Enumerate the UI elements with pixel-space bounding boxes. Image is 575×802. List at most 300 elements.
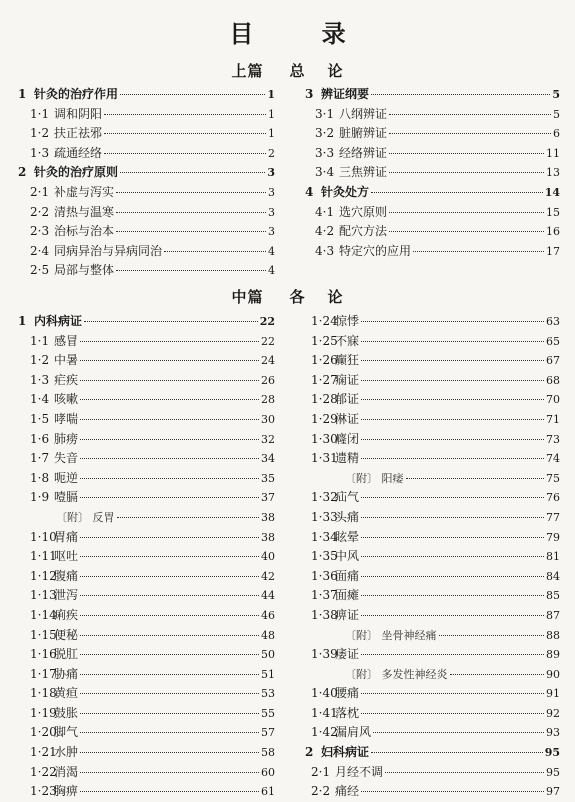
entry-title: 黄疸 xyxy=(54,686,79,701)
page-number: 46 xyxy=(261,608,275,622)
entry-number: 1·1 xyxy=(30,106,50,121)
entry-title: 针灸处方 xyxy=(321,184,370,199)
toc-section-entry xyxy=(305,203,560,223)
toc-section-entry xyxy=(305,312,560,332)
toc-section-entry xyxy=(18,626,275,646)
dot-leader xyxy=(164,251,266,252)
toc-chapter-entry xyxy=(305,743,560,763)
toc-section-entry xyxy=(305,723,560,743)
entry-number: 1·38 xyxy=(311,607,338,622)
toc-section-entry xyxy=(18,222,275,242)
entry-number: 1·40 xyxy=(311,686,338,701)
toc-section-entry xyxy=(305,105,560,125)
toc-section-entry xyxy=(18,390,275,410)
dot-leader xyxy=(371,752,543,753)
toc-section-entry xyxy=(305,449,560,469)
page-number: 44 xyxy=(261,589,275,603)
toc-column-upper-right xyxy=(305,85,560,261)
page-number: 79 xyxy=(546,530,560,544)
entry-number: 1 xyxy=(18,87,27,101)
entry-number: 1·7 xyxy=(30,451,50,466)
entry-title: 脏腑辨证 xyxy=(339,126,388,141)
page-number: 63 xyxy=(546,315,560,328)
entry-number: 2·3 xyxy=(30,224,50,239)
page-number: 92 xyxy=(546,706,560,720)
dot-leader xyxy=(361,439,544,440)
page-number: 61 xyxy=(261,785,275,799)
entry-number: 1·34 xyxy=(311,529,338,544)
entry-title: 〔附〕 阳痿 xyxy=(345,471,404,485)
entry-number: 1·3 xyxy=(30,145,50,160)
entry-title: 腹痛 xyxy=(54,568,79,583)
page-number: 71 xyxy=(546,412,560,426)
entry-title: 八纲辨证 xyxy=(339,106,388,121)
entry-number: 3·3 xyxy=(315,145,335,160)
entry-title: 癫狂 xyxy=(335,353,360,368)
page-number: 85 xyxy=(546,589,560,603)
page-number: 84 xyxy=(546,569,560,583)
toc-appendix-entry xyxy=(305,469,560,489)
page-number: 32 xyxy=(261,432,275,446)
dot-leader xyxy=(361,537,544,538)
page-number: 68 xyxy=(546,373,560,387)
page-number: 22 xyxy=(259,315,275,328)
dot-leader xyxy=(104,114,266,115)
toc-section-entry xyxy=(18,645,275,665)
dot-leader xyxy=(80,360,259,361)
page-number: 51 xyxy=(261,667,275,681)
page-number: 58 xyxy=(261,746,275,760)
page-number: 1 xyxy=(268,127,275,141)
dot-leader xyxy=(80,458,259,459)
dot-leader xyxy=(104,133,266,134)
entry-title: 针灸的治疗原则 xyxy=(34,165,119,180)
page-number: 55 xyxy=(261,706,275,720)
page-number: 60 xyxy=(261,765,275,779)
toc-column-upper-left xyxy=(18,85,275,281)
toc-section-entry xyxy=(18,261,275,281)
part-title-word: 各 xyxy=(289,288,306,306)
page-number: 15 xyxy=(546,205,560,219)
dot-leader xyxy=(80,419,259,420)
entry-title: 漏肩风 xyxy=(335,725,372,740)
entry-number: 1·24 xyxy=(311,314,338,328)
toc-appendix-entry xyxy=(305,665,560,685)
entry-number: 1·16 xyxy=(30,647,57,662)
entry-title: 调和阴阳 xyxy=(54,106,103,121)
dot-leader xyxy=(80,399,259,400)
entry-title: 惊悸 xyxy=(335,314,360,328)
entry-title: 三焦辨证 xyxy=(339,165,388,180)
entry-title: 辨证纲要 xyxy=(321,87,370,101)
dot-leader xyxy=(389,231,544,232)
toc-section-entry xyxy=(18,665,275,685)
entry-title: 肺痨 xyxy=(54,431,79,446)
entry-number: 1·19 xyxy=(30,705,57,720)
entry-title: 中风 xyxy=(335,549,360,564)
toc-section-entry xyxy=(305,222,560,242)
page-number: 89 xyxy=(546,648,560,662)
dot-leader xyxy=(80,341,259,342)
entry-number: 1·39 xyxy=(311,647,338,662)
toc-section-entry xyxy=(18,763,275,783)
entry-number: 4·1 xyxy=(315,204,335,219)
toc-section-entry xyxy=(18,782,275,802)
entry-title: 头痛 xyxy=(335,509,360,524)
entry-title: 水肿 xyxy=(54,745,79,760)
dot-leader xyxy=(80,635,259,636)
entry-number: 1·36 xyxy=(311,568,338,583)
entry-number: 1 xyxy=(18,314,27,328)
dot-leader xyxy=(80,674,259,675)
page-number: 3 xyxy=(268,205,275,219)
page-number: 57 xyxy=(261,726,275,740)
entry-number: 1·28 xyxy=(311,392,338,407)
entry-title: 遗精 xyxy=(335,451,360,466)
toc-section-entry xyxy=(18,586,275,606)
entry-title: 胁痛 xyxy=(54,666,79,681)
entry-title: 疝气 xyxy=(335,490,360,505)
entry-title: 疏通经络 xyxy=(54,145,103,160)
page-number: 77 xyxy=(546,510,560,524)
entry-number: 2 xyxy=(305,745,314,760)
page-number: 3 xyxy=(268,225,275,239)
page-number: 67 xyxy=(546,354,560,368)
toc-section-entry xyxy=(18,528,275,548)
part-title-word: 上篇 xyxy=(231,62,264,80)
page-number: 40 xyxy=(261,550,275,564)
entry-number: 1·21 xyxy=(30,745,57,760)
toc-column-middle-left xyxy=(18,312,275,802)
page-number: 95 xyxy=(546,765,560,779)
dot-leader xyxy=(80,693,259,694)
entry-number: 1·31 xyxy=(311,451,338,466)
entry-title: 哮喘 xyxy=(54,411,79,426)
page-number: 53 xyxy=(261,687,275,701)
dot-leader xyxy=(117,517,260,518)
entry-number: 1·1 xyxy=(30,333,50,348)
toc-section-entry xyxy=(305,430,560,450)
dot-leader xyxy=(104,153,266,154)
toc-section-entry xyxy=(305,124,560,144)
page-number: 30 xyxy=(261,412,275,426)
page-number: 34 xyxy=(261,452,275,466)
dot-leader xyxy=(361,399,544,400)
dot-leader xyxy=(439,635,545,636)
toc-chapter-entry xyxy=(18,85,275,105)
entry-title: 面瘫 xyxy=(335,588,360,603)
entry-title: 治标与治本 xyxy=(54,224,115,239)
page-number: 16 xyxy=(546,225,560,239)
page-number: 95 xyxy=(544,746,560,760)
dot-leader xyxy=(361,517,544,518)
dot-leader xyxy=(80,556,259,557)
part-title-word: 论 xyxy=(327,288,344,306)
dot-leader xyxy=(361,791,544,792)
entry-number: 1·18 xyxy=(30,686,57,701)
toc-section-entry xyxy=(305,371,560,391)
dot-leader xyxy=(116,192,266,193)
entry-title: 中暑 xyxy=(54,353,79,368)
entry-number: 1·11 xyxy=(30,549,57,564)
dot-leader xyxy=(80,772,259,773)
toc-section-entry xyxy=(18,704,275,724)
entry-title: 局部与整体 xyxy=(54,263,115,278)
entry-title: 妇科病证 xyxy=(321,745,370,760)
entry-number: 2·5 xyxy=(30,263,50,278)
entry-number: 1·23 xyxy=(30,784,57,799)
entry-number: 1·26 xyxy=(311,353,338,368)
entry-title: 面痛 xyxy=(335,568,360,583)
page-number: 48 xyxy=(261,628,275,642)
dot-leader xyxy=(80,615,259,616)
entry-number: 1·2 xyxy=(30,353,50,368)
entry-number: 1·41 xyxy=(311,705,338,720)
entry-title: 内科病证 xyxy=(34,314,83,328)
part-title-upper xyxy=(0,60,575,81)
entry-number: 1·37 xyxy=(311,588,338,603)
toc-section-entry xyxy=(18,183,275,203)
entry-number: 1·35 xyxy=(311,549,338,564)
dot-leader xyxy=(80,732,259,733)
entry-number: 1·10 xyxy=(30,529,57,544)
entry-title: 胃痛 xyxy=(54,529,79,544)
entry-title: 腰痛 xyxy=(335,686,360,701)
part-title-word: 总 xyxy=(289,62,306,80)
toc-section-entry xyxy=(305,508,560,528)
page-number: 75 xyxy=(546,471,560,485)
dot-leader xyxy=(80,791,259,792)
page-number: 81 xyxy=(546,550,560,564)
entry-title: 呕吐 xyxy=(54,549,79,564)
dot-leader xyxy=(361,595,544,596)
dot-leader xyxy=(361,615,544,616)
entry-title: 感冒 xyxy=(54,333,79,348)
toc-section-entry xyxy=(305,144,560,164)
entry-title: 〔附〕 坐骨神经痛 xyxy=(345,628,437,642)
page-number: 13 xyxy=(546,166,560,180)
toc-chapter-entry xyxy=(18,163,275,183)
entry-number: 2·2 xyxy=(311,784,331,799)
dot-leader xyxy=(361,360,544,361)
toc-section-entry xyxy=(18,469,275,489)
dot-leader xyxy=(413,251,544,252)
entry-title: 便秘 xyxy=(54,627,79,642)
entry-number: 4·2 xyxy=(315,224,335,239)
page-number: 90 xyxy=(546,667,560,681)
part-title-word: 论 xyxy=(327,62,344,80)
entry-number: 1·30 xyxy=(311,431,338,446)
page-number: 35 xyxy=(261,471,275,485)
page-number: 6 xyxy=(553,127,560,141)
dot-leader xyxy=(361,458,544,459)
page-number: 88 xyxy=(546,628,560,642)
page-number: 38 xyxy=(261,530,275,544)
dot-leader xyxy=(80,713,259,714)
entry-title: 经络辨证 xyxy=(339,145,388,160)
toc-section-entry xyxy=(18,124,275,144)
dot-leader xyxy=(361,321,544,322)
entry-title: 癃闭 xyxy=(335,431,360,446)
dot-leader xyxy=(80,537,259,538)
toc-section-entry xyxy=(305,782,560,802)
dot-leader xyxy=(80,654,259,655)
toc-section-entry xyxy=(18,449,275,469)
toc-section-entry xyxy=(305,704,560,724)
toc-section-entry xyxy=(305,410,560,430)
page-number: 50 xyxy=(261,648,275,662)
dot-leader xyxy=(361,576,544,577)
toc-section-entry xyxy=(305,488,560,508)
entry-number: 1·17 xyxy=(30,666,57,681)
entry-title: 噎膈 xyxy=(54,490,79,505)
entry-title: 痫证 xyxy=(335,372,360,387)
dot-leader xyxy=(116,270,266,271)
dot-leader xyxy=(80,595,259,596)
entry-number: 2·4 xyxy=(30,243,50,258)
entry-title: 痹证 xyxy=(335,607,360,622)
toc-section-entry xyxy=(18,351,275,371)
entry-number: 1·22 xyxy=(30,764,57,779)
entry-title: 清热与温寒 xyxy=(54,204,115,219)
page-number: 70 xyxy=(546,393,560,407)
dot-leader xyxy=(373,732,544,733)
page-number: 42 xyxy=(261,569,275,583)
entry-number: 1·6 xyxy=(30,431,50,446)
entry-number: 1·2 xyxy=(30,126,50,141)
entry-title: 针灸的治疗作用 xyxy=(34,87,119,101)
entry-number: 1·9 xyxy=(30,490,50,505)
toc-chapter-entry xyxy=(305,183,560,203)
entry-title: 咳嗽 xyxy=(54,392,79,407)
page-number: 5 xyxy=(553,107,560,121)
dot-leader xyxy=(361,341,544,342)
toc-section-entry xyxy=(18,488,275,508)
dot-leader xyxy=(80,752,259,753)
dot-leader xyxy=(385,772,544,773)
page-number: 5 xyxy=(552,88,560,101)
entry-number: 2 xyxy=(18,165,27,180)
dot-leader xyxy=(116,231,266,232)
entry-title: 脱肛 xyxy=(54,647,79,662)
toc-section-entry xyxy=(305,547,560,567)
page-number: 73 xyxy=(546,432,560,446)
entry-number: 1·12 xyxy=(30,568,57,583)
entry-title: 痛经 xyxy=(335,784,360,799)
entry-number: 1·8 xyxy=(30,470,50,485)
entry-number: 1·15 xyxy=(30,627,57,642)
entry-number: 1·3 xyxy=(30,372,50,387)
dot-leader xyxy=(389,133,551,134)
dot-leader xyxy=(361,654,544,655)
toc-section-entry xyxy=(305,684,560,704)
dot-leader xyxy=(361,713,544,714)
entry-title: 痿证 xyxy=(335,647,360,662)
toc-appendix-entry xyxy=(305,626,560,646)
dot-leader xyxy=(80,497,259,498)
toc-section-entry xyxy=(305,163,560,183)
dot-leader xyxy=(389,153,544,154)
entry-title: 胸痹 xyxy=(54,784,79,799)
dot-leader xyxy=(120,172,265,173)
toc-section-entry xyxy=(305,763,560,783)
toc-section-entry xyxy=(18,684,275,704)
entry-title: 眩晕 xyxy=(335,529,360,544)
entry-title: 不寐 xyxy=(335,333,360,348)
entry-title: 淋证 xyxy=(335,411,360,426)
part-title-word: 中篇 xyxy=(231,288,264,306)
dot-leader xyxy=(389,172,544,173)
page-number: 38 xyxy=(261,510,275,524)
toc-section-entry xyxy=(18,723,275,743)
entry-number: 2·1 xyxy=(30,184,50,199)
toc-section-entry xyxy=(18,203,275,223)
page-number: 91 xyxy=(546,687,560,701)
toc-section-entry xyxy=(18,743,275,763)
toc-section-entry xyxy=(18,430,275,450)
entry-title: 补虚与泻实 xyxy=(54,184,115,199)
toc-section-entry xyxy=(18,242,275,262)
page-number: 26 xyxy=(261,373,275,387)
toc-section-entry xyxy=(305,351,560,371)
dot-leader xyxy=(371,94,550,95)
dot-leader xyxy=(361,693,544,694)
page-number: 11 xyxy=(546,146,560,160)
dot-leader xyxy=(80,380,259,381)
dot-leader xyxy=(361,380,544,381)
toc-section-entry xyxy=(18,567,275,587)
entry-title: 泄泻 xyxy=(54,588,79,603)
page-number: 93 xyxy=(546,726,560,740)
entry-number: 3 xyxy=(305,87,314,101)
page-number: 28 xyxy=(261,393,275,407)
entry-number: 1·27 xyxy=(311,372,338,387)
toc-section-entry xyxy=(305,645,560,665)
entry-number: 1·33 xyxy=(311,509,338,524)
page-number: 24 xyxy=(261,354,275,368)
dot-leader xyxy=(361,556,544,557)
toc-chapter-entry xyxy=(18,312,275,332)
entry-title: 〔附〕 反胃 xyxy=(56,510,115,524)
entry-number: 1·29 xyxy=(311,411,338,426)
dot-leader xyxy=(361,497,544,498)
entry-number: 1·13 xyxy=(30,588,57,603)
toc-section-entry xyxy=(18,371,275,391)
toc-section-entry xyxy=(18,606,275,626)
entry-title: 脚气 xyxy=(54,725,79,740)
dot-leader xyxy=(389,212,544,213)
dot-leader xyxy=(84,321,258,322)
toc-section-entry xyxy=(305,332,560,352)
toc-chapter-entry xyxy=(305,85,560,105)
entry-title: 特定穴的应用 xyxy=(339,243,412,258)
toc-section-entry xyxy=(18,332,275,352)
entry-title: 落枕 xyxy=(335,705,360,720)
entry-title: 鼓胀 xyxy=(54,705,79,720)
dot-leader xyxy=(371,192,543,193)
dot-leader xyxy=(389,114,551,115)
page-number: 14 xyxy=(544,185,560,199)
entry-title: 同病异治与异病同治 xyxy=(54,243,163,258)
part-title-middle xyxy=(0,286,575,307)
dot-leader xyxy=(450,674,545,675)
dot-leader xyxy=(116,212,266,213)
page-number: 4 xyxy=(268,264,275,278)
entry-title: 郁证 xyxy=(335,392,360,407)
entry-title: 消渴 xyxy=(54,764,79,779)
toc-appendix-entry xyxy=(18,508,275,528)
entry-number: 2·2 xyxy=(30,204,50,219)
